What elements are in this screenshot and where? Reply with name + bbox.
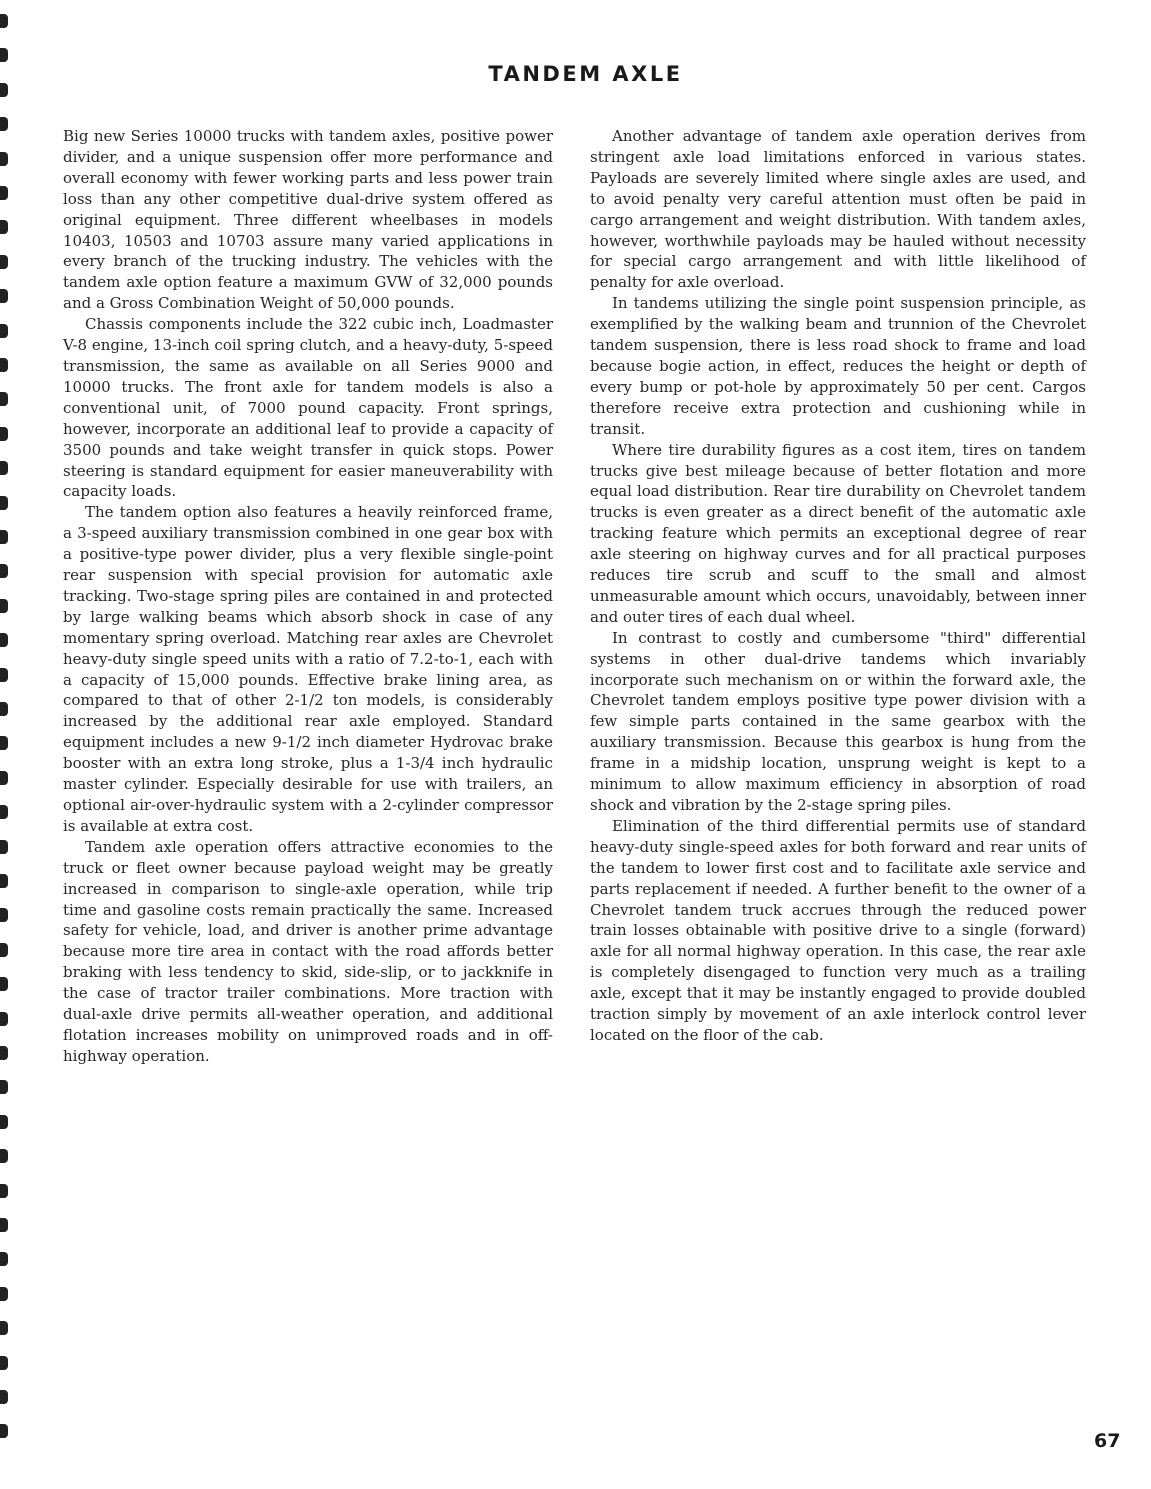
binding-hole	[0, 1321, 8, 1335]
binding-hole	[0, 1424, 8, 1438]
left-column	[63, 126, 553, 1067]
binding-hole	[0, 48, 8, 62]
binding-hole	[0, 771, 8, 785]
page-number: 67	[1094, 1430, 1121, 1452]
binding-hole	[0, 599, 8, 613]
binding-hole	[0, 220, 8, 234]
left-paragraph-1: Big new Series 10000 trucks with tandem axles, positive power divider, and a unique suspension offer more performance and overall economy with fewer working parts and less power train loss than any other competitive dual-drive system offered as original equipment. Three different wheelbases in models 10403, 10503 and 10703 assure many varied applications in every branch of the trucking industry. The vehicles with the tandem axle option feature a maximum GVW of 32,000 pounds and a Gross Combination Weight of 50,000 pounds.	[63, 127, 553, 313]
binding-hole	[0, 1080, 8, 1094]
spiral-binding	[0, 0, 14, 1489]
binding-hole	[0, 736, 8, 750]
binding-hole	[0, 977, 8, 991]
binding-hole	[0, 530, 8, 544]
binding-hole	[0, 1012, 8, 1026]
binding-hole	[0, 1287, 8, 1301]
binding-hole	[0, 496, 8, 510]
binding-hole	[0, 1149, 8, 1163]
page-title: TANDEM AXLE	[488, 62, 683, 86]
binding-hole	[0, 702, 8, 716]
right-column	[590, 126, 1086, 1046]
left-paragraph-3: The tandem option also features a heavily reinforced frame, a 3-speed auxiliary transmission combined in one gear box with a positive-type power divider, plus a very flexible single-point rear suspension with special provision for automatic axle tracking. Two-stage spring piles are contained in and protected by large walking beams which absorb shock in case of any momentary spring overload. Matching rear axles are Chevrolet heavy-duty single speed units with a ratio of 7.2-to-1, each with a capacity of 15,000 pounds. Effective brake lining area, as compared to that of other 2-1/2 ton models, is considerably increased by the additional rear axle employed. Standard equipment includes a new 9-1/2 inch diameter Hydrovac brake booster with an extra long stroke, plus a 1-3/4 inch hydraulic master cylinder. Especially desirable for use with trailers, an optional air-over-hydraulic system with a 2-cylinder compressor is available at extra cost.	[63, 503, 553, 835]
binding-hole	[0, 874, 8, 888]
right-paragraph-4: In contrast to costly and cumbersome "third" differential systems in other dual-drive tandems which invariably incorporate such mechanism on or within the forward axle, the Chevrolet tandem employs positive type power division with a few simple parts contained in the same gearbox with the auxiliary transmission. Because this gearbox is hung from the frame in a midship location, unsprung weight is kept to a minimum to allow maximum efficiency in absorption of road shock and vibration by the 2-stage spring piles.	[590, 628, 1086, 814]
right-paragraph-1: Another advantage of tandem axle operation derives from stringent axle load limitations enforced in various states. Payloads are severely limited where single axles are used, and to avoid penalty very careful attention must often be paid in cargo arrangement and weight distribution. With tandem axles, however, worthwhile payloads may be hauled without necessity for special cargo arrangement and with little likelihood of penalty for axle overload.	[590, 127, 1086, 292]
binding-hole	[0, 427, 8, 441]
binding-hole	[0, 1356, 8, 1370]
binding-hole	[0, 1184, 8, 1198]
binding-hole	[0, 840, 8, 854]
binding-hole	[0, 1252, 8, 1266]
binding-hole	[0, 117, 8, 131]
binding-hole	[0, 324, 8, 338]
left-paragraph-2: Chassis components include the 322 cubic inch, Loadmaster V-8 engine, 13-inch coil spring clutch, and a heavy-duty, 5-speed transmission, the same as available on all Series 9000 and 10000 trucks. The front axle for tandem models is also a conventional unit, of 7000 pound capacity. Front springs, however, incorporate an additional leaf to provide a capacity of 3500 pounds and take weight transfer in quick stops. Power steering is standard equipment for easier maneuverability with capacity loads.	[63, 315, 553, 501]
binding-hole	[0, 943, 8, 957]
left-paragraph-4: Tandem axle operation offers attractive economies to the truck or fleet owner because payload weight may be greatly increased in comparison to single-axle operation, while trip time and gasoline costs remain practically the same. Increased safety for vehicle, load, and driver is another prime advantage because more tire area in contact with the road affords better braking with less tendency to skid, side-slip, or to jackknife in the case of tractor trailer combinations. More traction with dual-axle drive permits all-weather operation, and additional flotation increases mobility on unimproved roads and in off-highway operation.	[63, 837, 553, 1065]
binding-hole	[0, 152, 8, 166]
binding-hole	[0, 461, 8, 475]
binding-hole	[0, 668, 8, 682]
binding-hole	[0, 255, 8, 269]
binding-hole	[0, 289, 8, 303]
right-paragraph-3: Where tire durability figures as a cost item, tires on tandem trucks give best mileage because of better flotation and more equal load distribution. Rear tire durability on Chevrolet tandem trucks is even greater as a direct benefit of the automatic axle tracking feature which permits an exceptional degree of rear axle steering on highway curves and for all practical purposes reduces tire scrub and scuff to the small and almost unmeasurable amount which occurs, unavoidably, between inner and outer tires of each dual wheel.	[590, 440, 1086, 626]
right-paragraph-5: Elimination of the third differential permits use of standard heavy-duty single-speed axles for both forward and rear units of the tandem to lower first cost and to facilitate axle service and parts replacement if needed. A further benefit to the owner of a Chevrolet tandem truck accrues through the reduced power train losses obtainable with positive drive to a single (forward) axle for all normal highway operation. In this case, the rear axle is completely disengaged to function very much as a trailing axle, except that it may be instantly engaged to provide doubled traction simply by movement of an axle interlock control lever located on the floor of the cab.	[590, 816, 1086, 1044]
binding-hole	[0, 633, 8, 647]
binding-hole	[0, 805, 8, 819]
binding-hole	[0, 1390, 8, 1404]
binding-hole	[0, 1218, 8, 1232]
binding-hole	[0, 14, 8, 28]
right-paragraph-2: In tandems utilizing the single point suspension principle, as exemplified by the walking beam and trunnion of the Chevrolet tandem suspension, there is less road shock to frame and load because bogie action, in effect, reduces the height or depth of every bump or pot-hole by approximately 50 per cent. Cargos therefore receive extra protection and cushioning while in transit.	[590, 294, 1086, 438]
binding-hole	[0, 1115, 8, 1129]
binding-hole	[0, 1046, 8, 1060]
binding-hole	[0, 908, 8, 922]
binding-hole	[0, 358, 8, 372]
binding-hole	[0, 186, 8, 200]
binding-hole	[0, 564, 8, 578]
binding-hole	[0, 392, 8, 406]
